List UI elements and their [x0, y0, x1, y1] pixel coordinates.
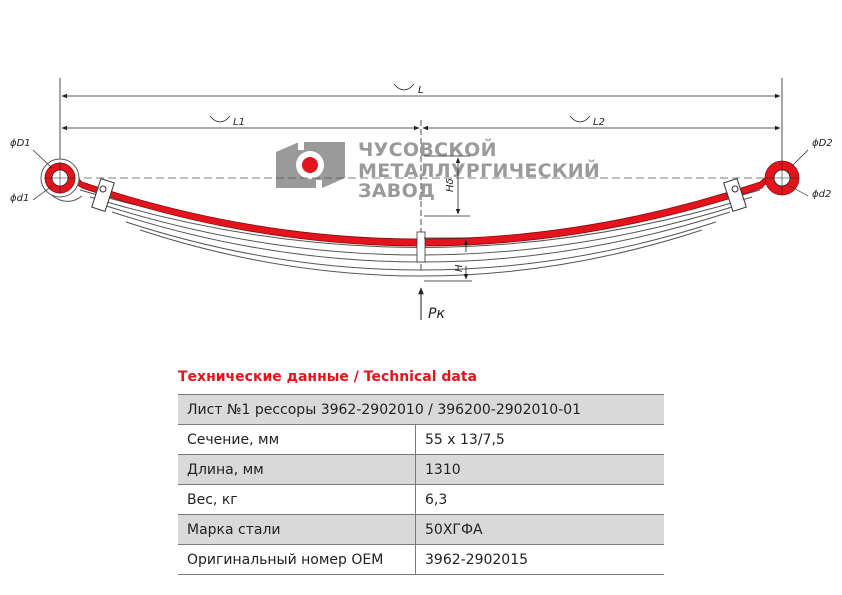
dimension-arc-height-label: Hδ	[445, 178, 456, 192]
table-row	[178, 485, 664, 515]
row-label: Сечение, мм	[178, 425, 416, 455]
dimension-total-length-label: L	[418, 85, 424, 96]
logo-line-3: ЗАВОД	[358, 180, 436, 202]
table-header-row	[178, 395, 664, 425]
left-eye-inner-label: ϕd1	[10, 193, 30, 204]
technical-data-table	[178, 394, 664, 575]
table-row	[178, 425, 664, 455]
row-value: 1310	[416, 455, 665, 485]
logo-line-1: ЧУСОВСКОЙ	[358, 139, 497, 161]
row-label: Оригинальный номер OEM	[178, 545, 416, 575]
row-value: 6,3	[416, 485, 665, 515]
table-header-cell: Лист №1 рессоры 3962-2902010 / 396200-2902010-01	[178, 395, 664, 425]
row-value: 50ХГФА	[416, 515, 665, 545]
table-row	[178, 455, 664, 485]
right-eye-inner-label: ϕd2	[812, 189, 832, 200]
row-value: 3962-2902015	[416, 545, 665, 575]
table-row	[178, 515, 664, 545]
row-label: Вес, кг	[178, 485, 416, 515]
load-label: Pк	[428, 306, 445, 322]
row-label: Марка стали	[178, 515, 416, 545]
table-row	[178, 545, 664, 575]
right-eye	[765, 161, 799, 195]
left-eye-outer-label: ϕD1	[10, 138, 31, 149]
dimension-left-length-label: L1	[233, 117, 245, 128]
right-eye-outer-label: ϕD2	[812, 138, 833, 149]
dimension-leaf-height-label: H	[454, 264, 465, 272]
technical-data-section	[178, 369, 664, 575]
center-bolt	[417, 232, 425, 262]
row-label: Длина, мм	[178, 455, 416, 485]
logo-line-2: МЕТАЛЛУРГИЧЕСКИЙ	[358, 160, 601, 182]
company-logo	[276, 138, 600, 202]
row-value: 55 х 13/7,5	[416, 425, 665, 455]
left-eye	[41, 159, 82, 201]
technical-data-title: Технические данные / Technical data	[178, 369, 478, 385]
dimension-right-length-label: L2	[593, 117, 605, 128]
